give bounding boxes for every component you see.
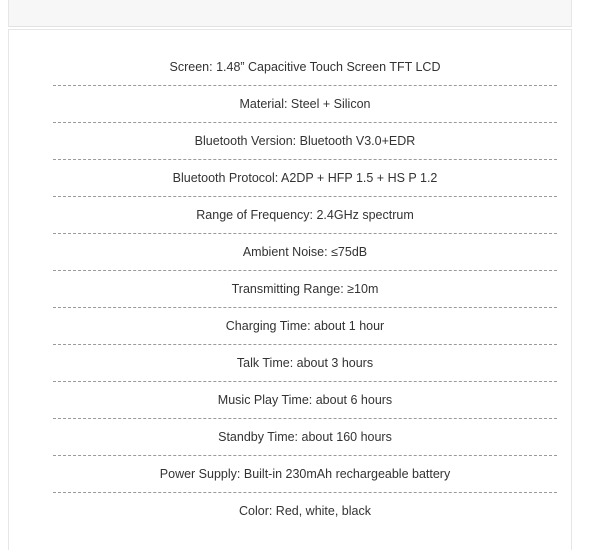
spec-color: Color: Red, white, black — [238, 504, 371, 518]
spec-bluetooth-version: Bluetooth Version: Bluetooth V3.0+EDR — [53, 123, 557, 160]
spec-frequency-range: Range of Frequency: 2.4GHz spectrum — [53, 197, 557, 234]
spec-transmitting-range: Transmitting Range: ≥10m — [53, 271, 557, 308]
spec-screen: Screen: 1.48” Capacitive Touch Screen TFT LCD — [53, 49, 557, 86]
spec-material: Material: Steel + Silicon — [53, 86, 557, 123]
spec-bluetooth-protocol: Bluetooth Protocol: A2DP + HFP 1.5 + HS P 1.2 — [53, 160, 557, 197]
specification-panel — [8, 29, 572, 550]
spec-list — [53, 49, 557, 529]
spec-talk-time: Talk Time: about 3 hours — [53, 345, 557, 382]
spec-ambient-noise: Ambient Noise: ≤75dB — [53, 234, 557, 271]
spec-music-play-time: Music Play Time: about 6 hours — [53, 382, 557, 419]
spec-standby-time: Standby Time: about 160 hours — [53, 419, 557, 456]
spec-charging-time: Charging Time: about 1 hour — [53, 308, 557, 345]
header-band — [8, 0, 572, 27]
spec-power-supply: Power Supply: Built-in 230mAh rechargeable battery — [53, 456, 557, 493]
